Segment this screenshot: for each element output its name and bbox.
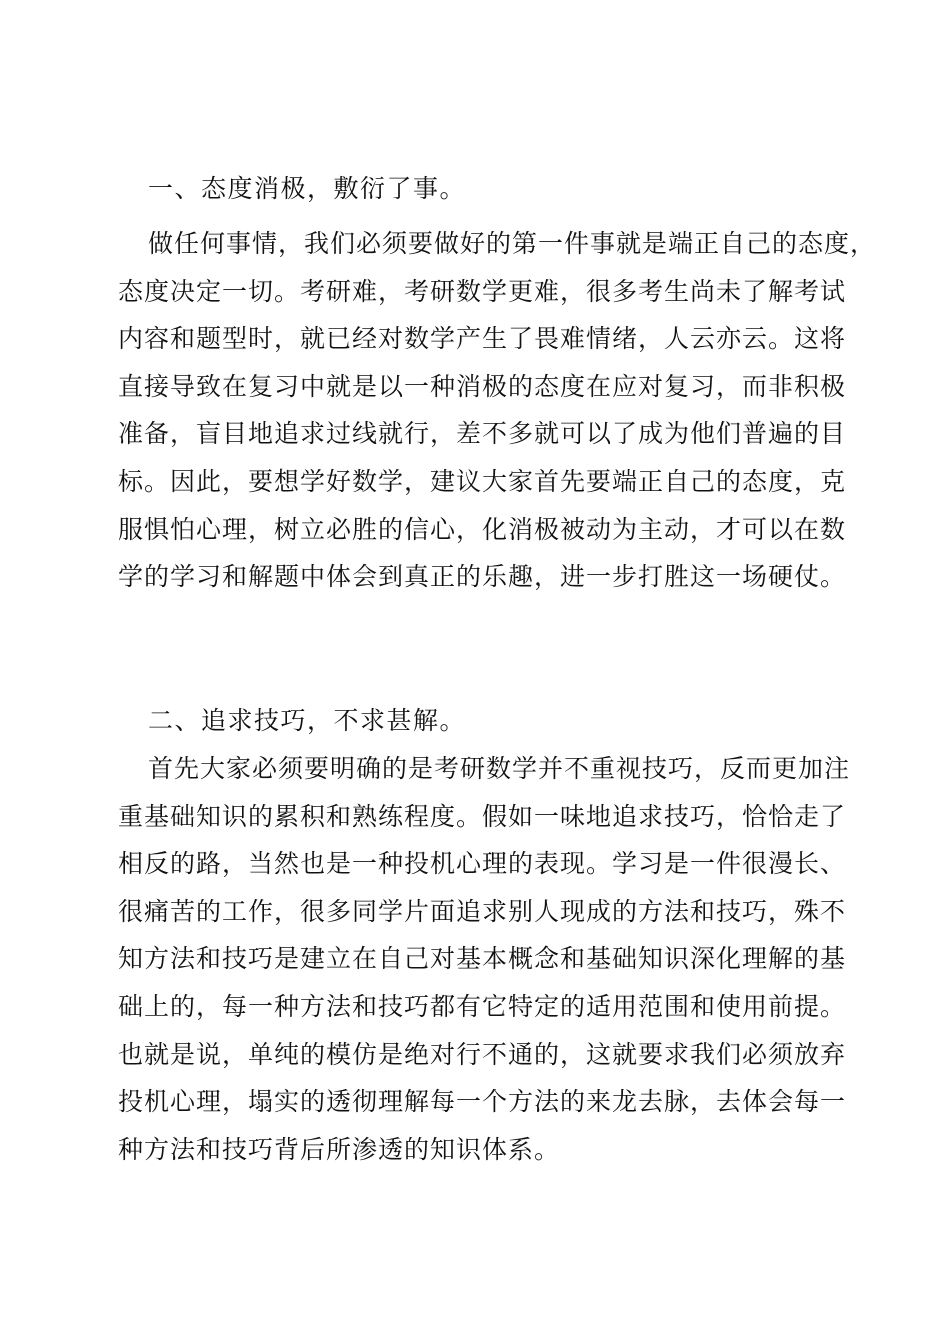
paragraph-line: 种方法和技巧背后所渗透的知识体系。: [118, 1134, 561, 1164]
paragraph-line: 相反的路，当然也是一种投机心理的表现。学习是一件很漫长、: [118, 849, 847, 879]
paragraph-line: 首先大家必须要明确的是考研数学并不重视技巧，反而更加注: [148, 754, 851, 783]
paragraph-line: 直接导致在复习中就是以一种消极的态度在应对复习，而非积极: [118, 371, 847, 401]
section-2-paragraph: [118, 745, 851, 1173]
paragraph-line: 内容和题型时，就已经对数学产生了畏难情绪，人云亦云。这将: [118, 324, 847, 354]
section-1-heading: 一、态度消极，敷衍了事。: [148, 174, 467, 203]
section-1-paragraph: [118, 220, 877, 601]
section-2-heading: 二、追求技巧，不求甚解。: [148, 706, 467, 735]
paragraph-line: 知方法和技巧是建立在自己对基本概念和基础知识深化理解的基: [118, 944, 847, 974]
paragraph-line: 标。因此，要想学好数学，建议大家首先要端正自己的态度，克: [118, 466, 847, 496]
paragraph-line: 很痛苦的工作，很多同学片面追求别人现成的方法和技巧，殊不: [118, 896, 847, 926]
paragraph-line: 态度决定一切。考研难，考研数学更难，很多考生尚未了解考试: [118, 276, 847, 306]
paragraph-line: 做任何事情，我们必须要做好的第一件事就是端正自己的态度，: [148, 229, 877, 258]
paragraph-line: 投机心理，塌实的透彻理解每一个方法的来龙去脉，去体会每一: [118, 1087, 847, 1117]
paragraph-line: 服惧怕心理，树立必胜的信心，化消极被动为主动，才可以在数: [118, 514, 847, 544]
paragraph-line: 学的学习和解题中体会到真正的乐趣，进一步打胜这一场硬仗。: [118, 562, 847, 592]
paragraph-line: 也就是说，单纯的模仿是绝对行不通的，这就要求我们必须放弃: [118, 1039, 847, 1069]
paragraph-line: 础上的，每一种方法和技巧都有它特定的适用范围和使用前提。: [118, 991, 847, 1021]
paragraph-line: 准备，盲目地追求过线就行，差不多就可以了成为他们普遍的目: [118, 419, 847, 449]
paragraph-line: 重基础知识的累积和熟练程度。假如一味地追求技巧，恰恰走了: [118, 801, 847, 831]
